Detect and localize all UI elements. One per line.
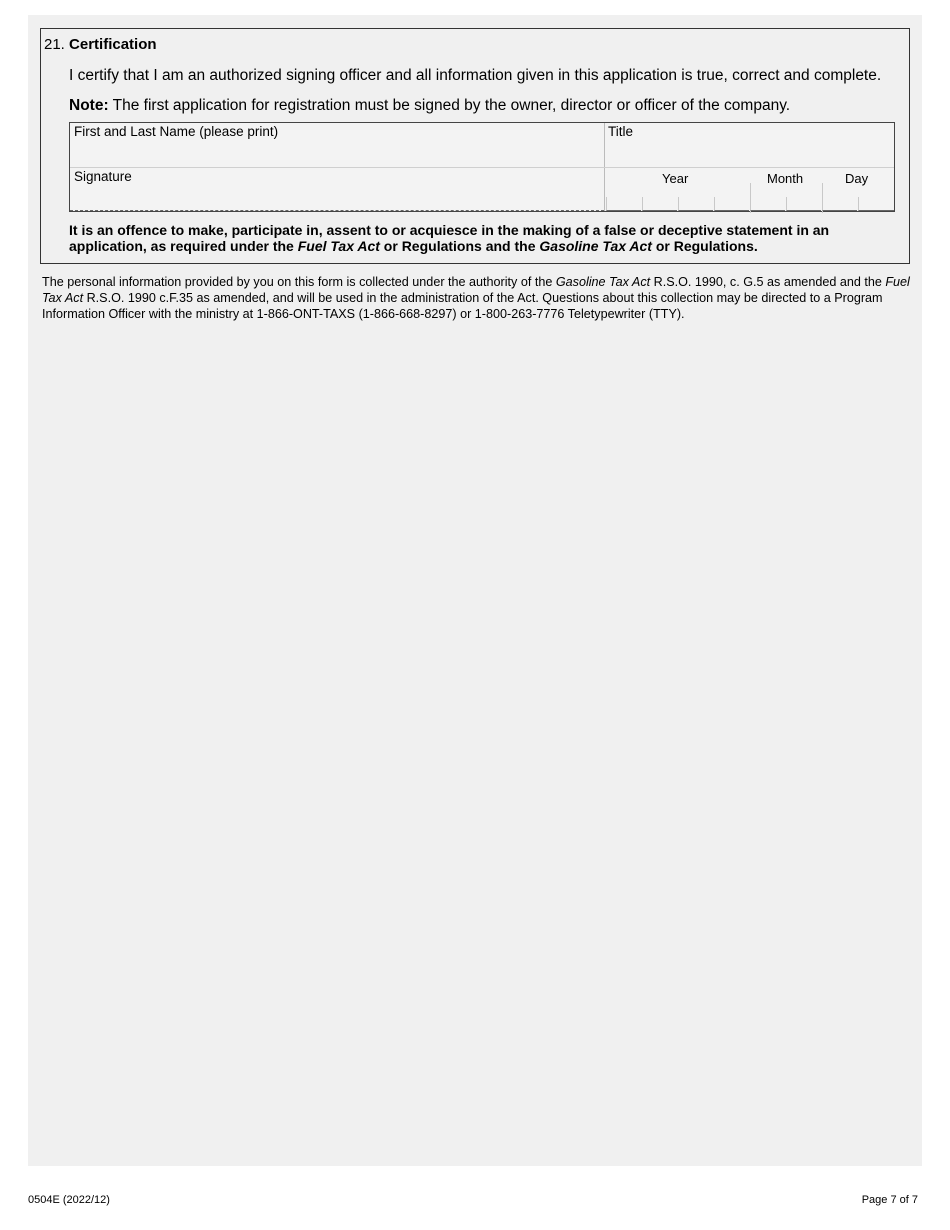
- offence-warning: [69, 222, 869, 254]
- row-divider: [70, 167, 894, 168]
- privacy-text: The personal information provided by you on this form is collected under the authority of the: [42, 275, 556, 289]
- year-digit-3[interactable]: [678, 197, 713, 211]
- offence-text: or Regulations and the: [379, 238, 540, 254]
- signature-input[interactable]: [72, 185, 600, 211]
- signature-line: [70, 210, 604, 211]
- day-digit-2[interactable]: [858, 197, 894, 211]
- note-body: The first application for registration must be signed by the owner, director or officer of the company.: [108, 97, 791, 114]
- offence-act-name: Fuel Tax Act: [297, 238, 380, 254]
- offence-text: It is an offence to make, participate in, assent to or acquiesce in the making of a false or deceptive statement in an application, as required under the: [69, 222, 830, 254]
- day-digit-1[interactable]: [822, 197, 857, 211]
- month-label: Month: [767, 171, 804, 186]
- section-title: Certification: [69, 36, 157, 53]
- offence-text: or Regulations.: [651, 238, 758, 254]
- section-heading: [44, 36, 157, 53]
- privacy-notice: [42, 274, 910, 322]
- month-digit-1[interactable]: [750, 197, 785, 211]
- year-label: Year: [662, 171, 689, 186]
- signature-field-label: Signature: [74, 169, 132, 184]
- day-label: Day: [845, 171, 869, 186]
- note-text: [69, 97, 790, 115]
- offence-act-name: Gasoline Tax Act: [539, 238, 652, 254]
- certification-section: [40, 28, 910, 264]
- signature-grid: [69, 122, 895, 212]
- month-digit-2[interactable]: [786, 197, 821, 211]
- note-label: Note:: [69, 97, 109, 114]
- certify-statement: I certify that I am an authorized signing officer and all information given in this application is true, correct and complete.: [69, 67, 882, 84]
- year-digit-2[interactable]: [642, 197, 677, 211]
- privacy-act-name: Gasoline Tax Act: [555, 275, 651, 289]
- title-field-label: Title: [608, 124, 634, 139]
- page-number: Page 7 of 7: [861, 1194, 918, 1206]
- year-digit-4[interactable]: [714, 197, 749, 211]
- name-input[interactable]: [72, 141, 600, 165]
- title-input[interactable]: [608, 141, 892, 165]
- privacy-text: R.S.O. 1990 c.F.35 as amended, and will be used in the administration of the Act. Questions about this collection may be directed to a Program Information Officer with the ministry at 1-866-ONT-TAXS (1-866-668-8297) or 1-800-263-7776 Teletypewriter (TTY).: [42, 291, 883, 321]
- name-field-label: First and Last Name (please print): [74, 124, 279, 139]
- section-number: 21.: [44, 36, 65, 53]
- privacy-act-name: Fuel Tax Act: [42, 275, 910, 305]
- year-digit-1[interactable]: [606, 197, 641, 211]
- form-id: 0504E (2022/12): [28, 1194, 110, 1206]
- privacy-text: R.S.O. 1990, c. G.5 as amended and the: [650, 275, 886, 289]
